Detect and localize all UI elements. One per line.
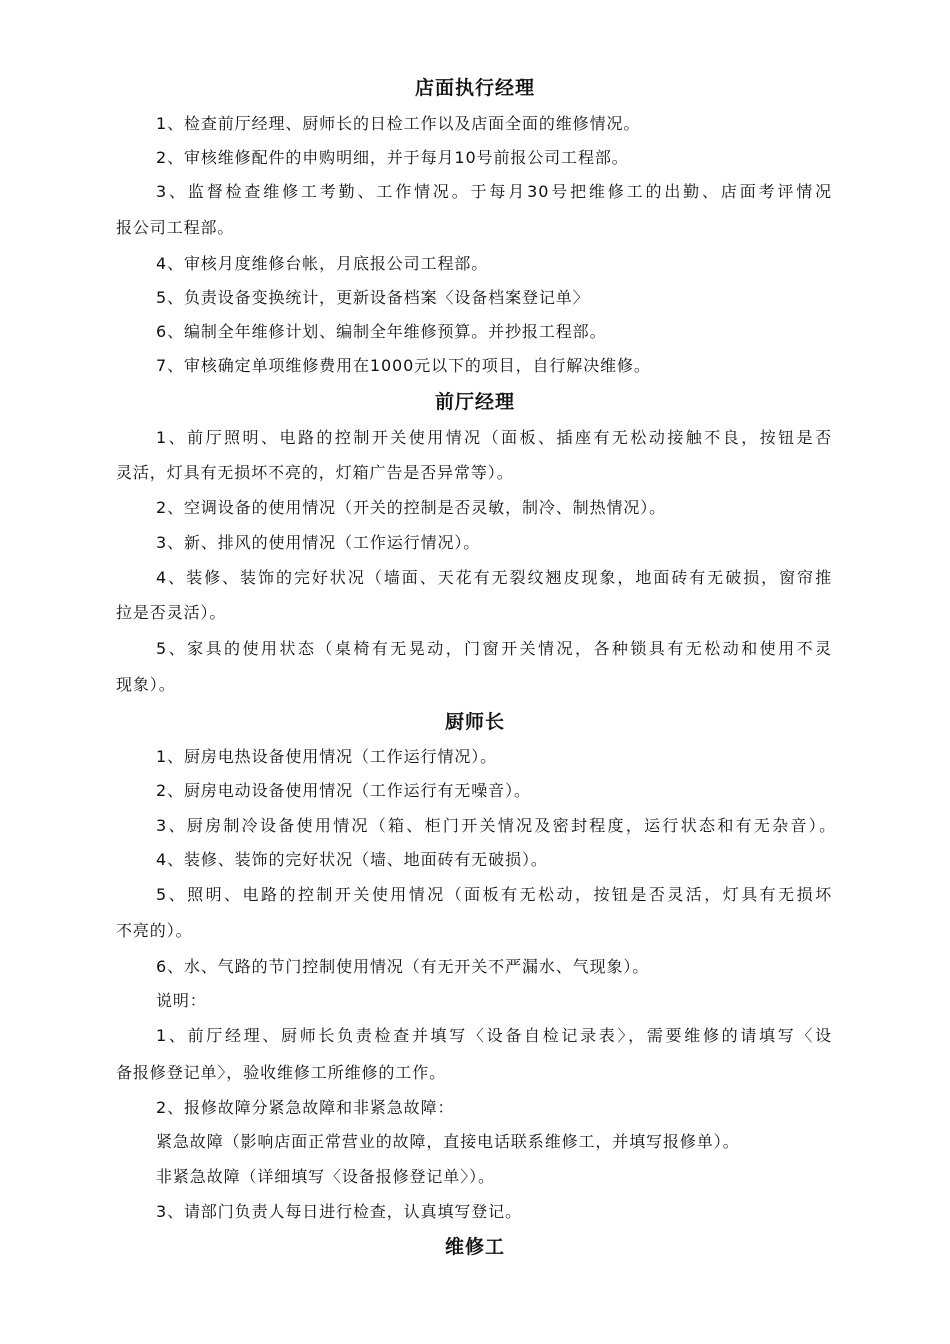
text-line: 不亮的）。 [116, 921, 193, 940]
text-line: 3、请部门负责人每日进行检查，认真填写登记。 [156, 1202, 522, 1221]
text-line: 2、报修故障分紧急故障和非紧急故障： [156, 1098, 455, 1117]
text-line: 5、照明、电路的控制开关使用情况（面板有无松动，按钮是否灵活，灯具有无损坏 [156, 885, 832, 904]
text-line: 3、厨房制冷设备使用情况（箱、柜门开关情况及密封程度，运行状态和有无杂音）。 [156, 816, 836, 835]
text-line: 5、家具的使用状态（桌椅有无晃动，门窗开关情况，各种锁具有无松动和使用不灵 [156, 639, 832, 658]
text-line: 2、空调设备的使用情况（开关的控制是否灵敏，制冷、制热情况）。 [156, 498, 667, 517]
text-line: 1、检查前厅经理、厨师长的日检工作以及店面全面的维修情况。 [156, 114, 641, 133]
text-line: 1、厨房电热设备使用情况（工作运行情况）。 [156, 747, 498, 766]
text-line: 说明： [156, 991, 207, 1010]
text-line: 3、新、排风的使用情况（工作运行情况）。 [156, 533, 481, 552]
text-line: 6、水、气路的节门控制使用情况（有无开关不严漏水、气现象）。 [156, 957, 650, 976]
section-title-store-exec-manager: 店面执行经理 [414, 77, 535, 99]
text-line: 4、装修、装饰的完好状况（墙面、天花有无裂纹翘皮现象，地面砖有无破损，窗帘推 [156, 568, 832, 587]
section-title-maintenance-worker: 维修工 [444, 1236, 505, 1258]
section-title-head-chef: 厨师长 [444, 711, 505, 733]
text-line: 3、监督检查维修工考勤、工作情况。于每月30号把维修工的出勤、店面考评情况 [156, 182, 832, 201]
text-line: 备报修登记单〉，验收维修工所维修的工作。 [116, 1063, 447, 1082]
text-line: 非紧急故障（详细填写〈设备报修登记单〉）。 [156, 1167, 495, 1186]
text-line: 4、审核月度维修台帐，月底报公司工程部。 [156, 254, 489, 273]
text-line: 拉是否灵活）。 [116, 603, 227, 622]
text-line: 1、前厅经理、厨师长负责检查并填写〈设备自检记录表〉，需要维修的请填写〈设 [156, 1026, 832, 1045]
text-line: 紧急故障（影响店面正常营业的故障，直接电话联系维修工，并填写报修单）。 [156, 1132, 740, 1151]
text-line: 现象）。 [116, 675, 176, 694]
text-line: 1、前厅照明、电路的控制开关使用情况（面板、插座有无松动接触不良，按钮是否 [156, 428, 832, 447]
text-line: 6、编制全年维修计划、编制全年维修预算。并抄报工程部。 [156, 322, 607, 341]
text-line: 2、厨房电动设备使用情况（工作运行有无噪音）。 [156, 781, 531, 800]
section-title-front-hall-manager: 前厅经理 [434, 391, 515, 413]
text-line: 7、审核确定单项维修费用在1000元以下的项目，自行解决维修。 [156, 356, 651, 375]
text-line: 报公司工程部。 [116, 218, 235, 237]
text-line: 2、审核维修配件的申购明细，并于每月10号前报公司工程部。 [156, 148, 629, 167]
text-line: 5、负责设备变换统计，更新设备档案〈设备档案登记单〉 [156, 288, 590, 307]
text-line: 灵活，灯具有无损坏不亮的，灯箱广告是否异常等）。 [116, 463, 514, 482]
text-line: 4、装修、装饰的完好状况（墙、地面砖有无破损）。 [156, 850, 548, 869]
